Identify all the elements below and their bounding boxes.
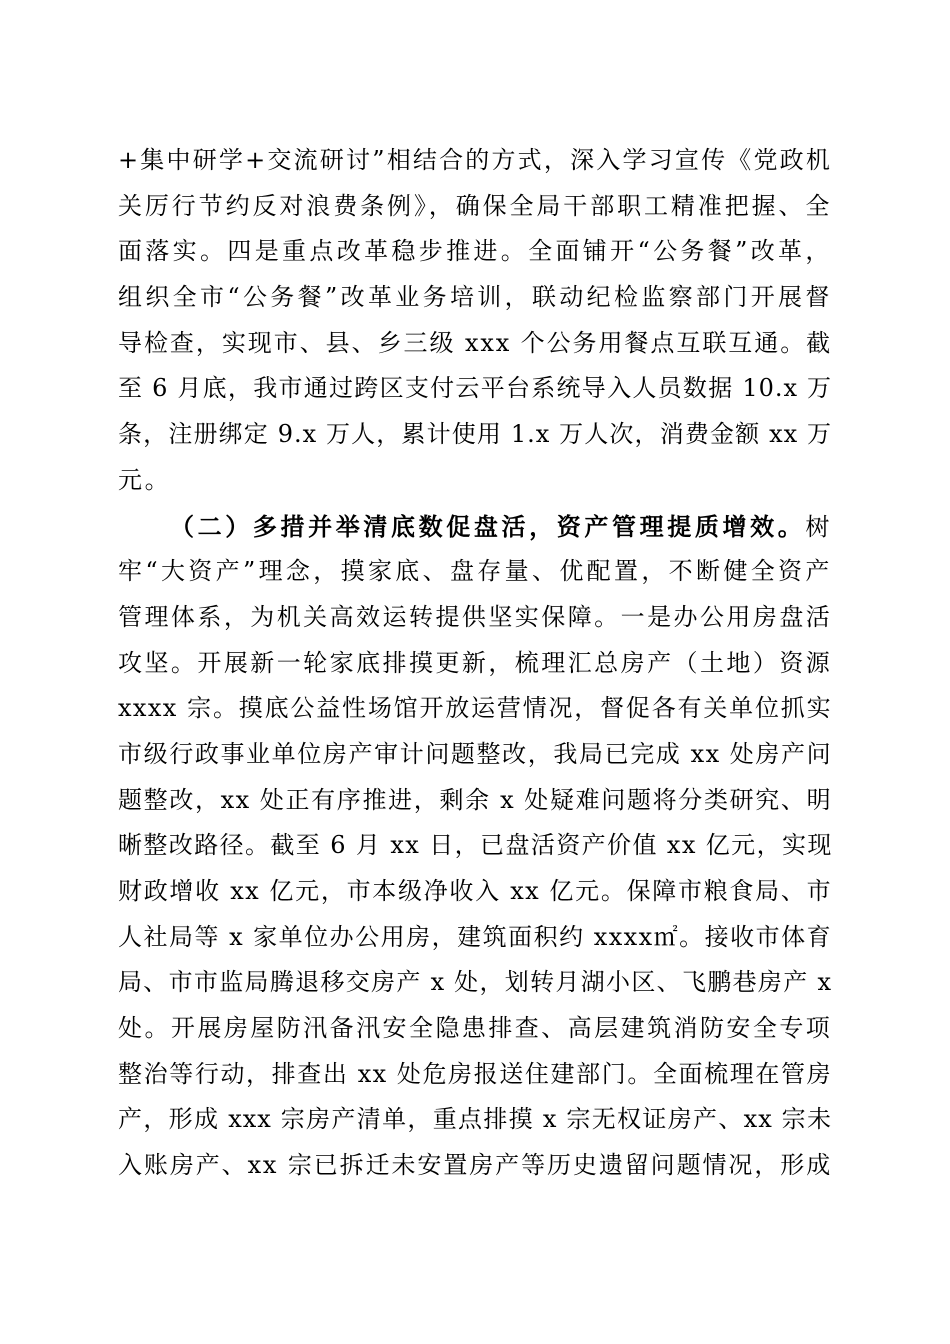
text-line: 处。开展房屋防汛备汛安全隐患排查、高层建筑消防安全专项 (118, 1014, 832, 1043)
text-line: +集中研学+交流研讨”相结合的方式，深入学习宣传《党政机 (118, 146, 833, 174)
document-body (118, 138, 832, 1189)
text-line: 面落实。四是重点改革稳步推进。全面铺开“公务餐”改革， (118, 237, 832, 266)
text-line: 产，形成 xxx 宗房产清单，重点排摸 x 宗无权证房产、xx 宗未 (118, 1105, 832, 1134)
text-line: 晰整改路径。截至 6 月 xx 日，已盘活资产价值 xx 亿元，实现 (118, 831, 833, 860)
paragraph-2-first-line (118, 504, 832, 550)
text-line: 导检查，实现市、县、乡三级 xxx 个公务用餐点互联互通。截 (118, 328, 832, 357)
text-line: 市级行政事业单位房产审计问题整改，我局已完成 xx 处房产问 (118, 739, 832, 768)
text-line: xxxx 宗。摸底公益性场馆开放运营情况，督促各有关单位抓实 (118, 694, 832, 723)
paragraph-2 (118, 504, 832, 1189)
text-line: 牢“大资产”理念，摸家底、盘存量、优配置，不断健全资产 (118, 557, 832, 586)
text-line: 管理体系，为机关高效运转提供坚实保障。一是办公用房盘活 (118, 602, 832, 631)
paragraph-1 (118, 138, 832, 504)
text-line: 入账房产、xx 宗已拆迁未安置房产等历史遗留问题情况，形成 (118, 1151, 832, 1180)
text-line: 整治等行动，排查出 xx 处危房报送住建部门。全面梳理在管房 (118, 1059, 832, 1088)
text-line: 条，注册绑定 9.x 万人，累计使用 1.x 万人次，消费金额 xx 万 (118, 420, 832, 449)
text-line: 元。 (118, 465, 172, 494)
text-line: 关厉行节约反对浪费条例》，确保全局干部职工精准把握、全 (118, 191, 832, 220)
heading-continuation: 树 (805, 512, 832, 541)
text-line: 组织全市“公务餐”改革业务培训，联动纪检监察部门开展督 (118, 283, 832, 312)
text-line: 至 6 月底，我市通过跨区支付云平台系统导入人员数据 10.x 万 (118, 374, 832, 403)
text-line: 人社局等 x 家单位办公用房，建筑面积约 xxxx㎡。接收市体育 (118, 922, 832, 951)
text-line: 财政增收 xx 亿元，市本级净收入 xx 亿元。保障市粮食局、市 (118, 877, 832, 905)
text-line: 局、市市监局腾退移交房产 x 处，划转月湖小区、飞鹏巷房产 x (118, 968, 832, 997)
text-line: 题整改，xx 处正有序推进，剩余 x 处疑难问题将分类研究、明 (118, 785, 832, 814)
section-heading: （二）多措并举清底数促盘活，资产管理提质增效。 (170, 511, 806, 541)
text-line: 攻坚。开展新一轮家底排摸更新，梳理汇总房产（土地）资源 (118, 648, 832, 677)
